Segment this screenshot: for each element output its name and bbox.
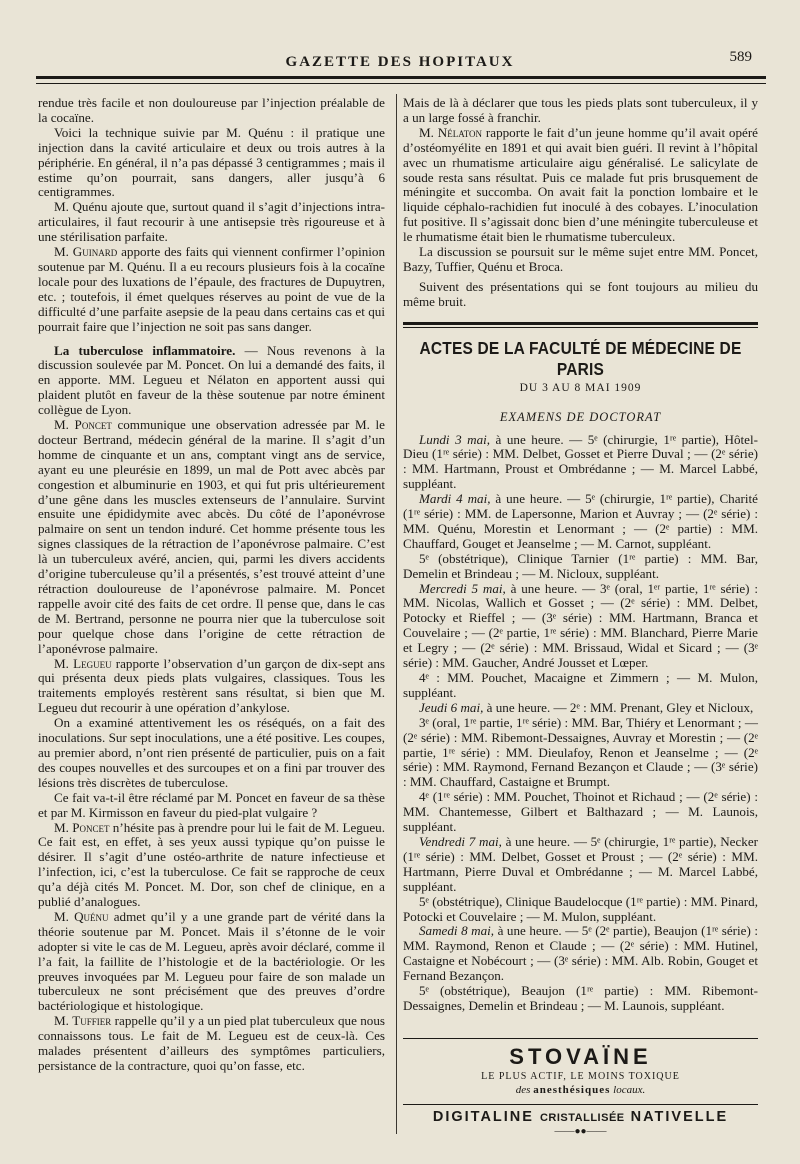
speaker-name: Poncet bbox=[72, 819, 110, 835]
exam-text: 4ᵉ : MM. Pouchet, Macaigne et Zimmern ; — M. Mulon, suppléant. bbox=[403, 670, 758, 700]
paragraph bbox=[38, 245, 385, 334]
speaker-name: Guinard bbox=[72, 244, 118, 260]
exam-entry bbox=[403, 924, 758, 984]
section-heading: La tuberculose inflammatoire. bbox=[54, 342, 236, 358]
paragraph bbox=[38, 910, 385, 1014]
exam-text: à une heure. — 5ᵉ (chirurgie, 1ʳᵉ partie), Charité (1ʳᵉ série) : MM. de Lapersonne, Marion et Auvray ; — (2ᵉ série) : MM. Quénu, Morestin et Lenormant ; — (2ᵉ partie) : MM. Chauffard, Gouget et Jeanselme ; — M. Carnot, suppléant. bbox=[403, 491, 758, 551]
exam-day: Samedi 8 mai, bbox=[419, 923, 495, 939]
speaker-name: Tuffier bbox=[72, 1013, 112, 1029]
speaker-name: Nélaton bbox=[437, 124, 483, 140]
paragraph bbox=[38, 821, 385, 910]
ad-subline bbox=[403, 1083, 758, 1097]
exam-text: à une heure. — 3ᵉ (oral, 1ᵉʳ partie, 1ʳᵉ série) : MM. Nicolas, Wallich et Gosset ; — (2ᵉ série) : MM. Delbet, Potocky et Rieffel ; — (3ᵉ série) : MM. Hartmann, Branca et Couvelaire ; — (2ᵉ partie, 1ʳᵉ série) : MM. Blanchard, Pierre Marie et Legry ; — (2ᵉ série) : MM. Brissaud, Widal et Sicard ; — (3ᵉ série) : MM. Gaucher, André Jousset et Lœper. bbox=[403, 580, 758, 671]
speaker-name: Quénu bbox=[74, 908, 109, 924]
text-span: n’hésite pas à prendre pour lui le fait de M. Legueu. Ce fait est, en effet, à ses yeux aussi typique qu’on puisse le désirer. Il s’agit d’une ostéo-arthrite de nature infectieuse et l’infection, ici, c’est la tuberculose. Ce fait se rapproche de ceux qu’a déjà cités M. Poncet. M. Dor, son chef de clinique, en a publié d’analogues. bbox=[38, 819, 385, 910]
text-span: — Nous revenons à la discussion soulevée par M. Poncet. On lui a demandé des faits, il en apporte. MM. Legueu et Nélaton en apportent aussi qui plaident plutôt en faveur de la thèse soutenue par notre éminent collègue de Lyon. bbox=[38, 342, 385, 418]
text-span: M. bbox=[54, 244, 73, 260]
exam-entry bbox=[403, 790, 758, 835]
text-span: CRISTALLISÉE bbox=[539, 1111, 625, 1124]
exam-text: 5ᵉ (obstétrique), Beaujon (1ʳᵉ partie) : MM. Ribemont-Dessaignes, Demelin et Brindeau ; — M. Launois, suppléant. bbox=[403, 983, 758, 1013]
exam-text: à une heure. — 5ᵉ (2ᵉ partie), Beaujon (1ʳᵉ série) : MM. Raymond, Renon et Claude ; — (2ᵉ série) : MM. Hutinel, Castaigne et Nobécourt ; — (3ᵉ série) : MM. Alb. Robin, Gouget et Fernand Bezançon. bbox=[403, 923, 758, 984]
ornament-icon: ——●●—— bbox=[554, 1125, 607, 1137]
exam-entry bbox=[403, 835, 758, 895]
text-span: DIGITALINE bbox=[432, 1108, 540, 1125]
exam-day: Vendredi 7 mai, bbox=[419, 833, 502, 849]
page-number: 589 bbox=[729, 49, 752, 65]
exam-text: à une heure. — 5ᵉ (chirurgie, 1ʳᵉ partie), Necker (1ʳᵉ série) : MM. Delbet, Gosset et Proust ; — (2ᵉ série) : MM. Hartmann, Pierre Duval et Ombrédanne ; — M. Marcel Labbé, suppléant. bbox=[403, 833, 758, 894]
ad-rule-middle bbox=[403, 1104, 758, 1105]
exam-entry bbox=[403, 701, 758, 716]
exam-list bbox=[403, 433, 758, 1014]
exam-entry bbox=[403, 552, 758, 582]
paragraph: Mais de là à déclarer que tous les pieds plats sont tuberculeux, il y a un large fossé à franchir. bbox=[403, 95, 758, 125]
digitaline-advertisement bbox=[403, 1110, 758, 1126]
exam-entry bbox=[403, 492, 758, 552]
text-span: M. bbox=[54, 908, 75, 924]
paragraph: On a examiné attentivement les os réséqués, on a fait des inoculations. Sur sept inoculations, une a été positive. Les coupes, au premier abord, n’ont rien présenté de particulier, puis on a fait des coupes nouvelles et des surcoupes et on a fini par trouver des lésions très discrètes de tuberculose. bbox=[38, 715, 385, 790]
text-span: locaux. bbox=[610, 1083, 646, 1096]
text-span: rappelle qu’il y a un pied plat tuberculeux que nous connaissons tous. Le fait de M. Legueu est de ceux-là. Ces malades présentent d’ailleurs des symptômes particuliers, persistance de la contracture, quoi qu’on fasse, etc. bbox=[38, 1013, 385, 1073]
exam-text: à une heure. — 2ᵉ : MM. Prenant, Gley et Nicloux, bbox=[483, 699, 754, 715]
text-span: des bbox=[515, 1083, 534, 1096]
paragraph bbox=[403, 126, 758, 245]
text-span: M. bbox=[54, 1013, 73, 1029]
paragraph bbox=[38, 418, 385, 657]
exam-day: Mardi 4 mai, bbox=[419, 491, 491, 507]
left-column bbox=[38, 96, 385, 1074]
page-header-title: GAZETTE DES HOPITAUX bbox=[285, 54, 515, 70]
text-span: rapporte le fait d’un jeune homme qu’il avait opéré d’ostéomyélite en 1891 et qui avait bien guéri. Il revint à l’hôpital avec un rhumatisme articulaire aigu généralisé. Le salicylate de soude resta sans résultat. Puis ce malade fut pris brusquement de méningite et succomba. On avait fait la ponction lombaire et le liquide céphalo-rachidien fut inoculé à des cobayes. L’inoculation fut positive. Il s’agissait donc bien d’une méningite tuberculeuse et le rhumatisme était bien le rhumatisme tuberculeux. bbox=[403, 124, 758, 245]
text-span: M. bbox=[54, 417, 75, 433]
paragraph: La discussion se poursuit sur le même sujet entre MM. Poncet, Bazy, Tuffier, Quénu et Broca. bbox=[403, 244, 758, 274]
exam-text: 3ᵉ (oral, 1ʳᵉ partie, 1ʳᵉ série) : MM. Bar, Thiéry et Lenormant ; — (2ᵉ série) : MM. Ribemont-Dessaignes, Auvray et Morestin ; — (2ᵉ partie, 1ʳᵉ série) : MM. Dieulafoy, Renon et Jeanselme ; — (2ᵉ série) : MM. Raymond, Fernand Bezançon et Claude ; — (3ᵉ série) : MM. Chauffard, Castaigne et Brumpt. bbox=[403, 714, 758, 790]
exam-text: à une heure. — 5ᵉ (chirurgie, 1ʳᵉ partie), Hôtel-Dieu (1ʳᵉ série) : MM. Delbet, Gosset et Pierre Duval ; — (2ᵉ série) : MM. Hartmann, Proust et Ombrédanne ; — M. Marcel Labbé, suppléant. bbox=[403, 431, 758, 492]
exam-entry bbox=[403, 895, 758, 925]
text-span: communique une observation adressée par M. le docteur Bertrand, médecin général de la marine. Il s’agit d’un homme de cinquante et un ans, comptant vingt ans de service, ayant eu une pleurésie en 1899, un mal de Pott avec abcès par congestion et albuminurie en 1903, et qui fut pris ultérieurement d’une gêne dans les muscles extenseurs de l’annulaire. Survint ensuite une épididymite avec abcès. Du côté de l’aponévrose palmaire on sent un tendon induré. Cet homme présente tous les signes classiques de la rétraction de l’aponévrose palmaire. C’est là un tuberculeux avéré, ancien, qui, parmi les divers accidents d’origine tuberculeuse qu’il a présentés, s’est trouvé atteint d’une rétraction douloureuse de l’aponévrose palmaire. M. Poncet rappelle avoir cité des faits de cet ordre. Il pense que, dans le cas de M. Bertrand, personne ne pourra nier que la tuberculose soit pour quelque chose dans l’origine de cette rétraction de l’aponévrose palmaire. bbox=[38, 417, 385, 656]
text-span: NATIVELLE bbox=[624, 1108, 729, 1125]
speaker-name: Poncet bbox=[74, 417, 112, 433]
paragraph: Voici la technique suivie par M. Quénu : il pratique une injection dans la cavité articulaire et deux ou trois autres à la périphérie. En général, il n’a pas dépassé 3 centigrammes ; mais il estime qu’on pourrait, sans dangers, aller jusqu’à 6 centigrammes. bbox=[38, 124, 385, 200]
paragraph: Ce fait va-t-il être réclamé par M. Poncet en faveur de sa thèse et par M. Kirmisson en faveur du pied-plat vulgaire ? bbox=[38, 789, 385, 820]
section-rule-thin bbox=[403, 327, 758, 328]
exam-text: 4ᵉ (1ʳᵉ série) : MM. Pouchet, Thoinot et Richaud ; — (2ᵉ série) : MM. Chantemesse, Gilbert et Balthazard ; — M. Launois, suppléant. bbox=[403, 789, 758, 835]
acts-title: ACTES DE LA FACULTÉ DE MÉDECINE DE PARIS bbox=[419, 338, 742, 380]
section-paragraph bbox=[38, 344, 385, 419]
text-span: M. bbox=[54, 655, 74, 671]
stovaine-advertisement bbox=[403, 1045, 758, 1097]
paragraph bbox=[38, 657, 385, 717]
right-column bbox=[403, 96, 758, 1137]
exam-day: Mercredi 5 mai, bbox=[419, 580, 506, 596]
acts-date: DU 3 AU 8 MAI 1909 bbox=[519, 381, 642, 394]
ad-tagline: LE PLUS ACTIF, LE MOINS TOXIQUE bbox=[481, 1070, 680, 1082]
text-span: anesthésiques bbox=[533, 1083, 611, 1096]
exam-entry bbox=[403, 582, 758, 671]
exam-entry bbox=[403, 671, 758, 701]
exam-day: Jeudi 6 mai, bbox=[419, 699, 484, 715]
exams-heading: EXAMENS DE DOCTORAT bbox=[499, 409, 662, 424]
section-rule-thick bbox=[403, 322, 758, 325]
text-span: rapporte l’observation d’un garçon de dix-sept ans qui présenta deux pieds plats vulgaires, classiques. Tous les traitements employés restèrent sans résultat, si bien que M. Legueu dut recourir à une opération d’ankylose. bbox=[38, 655, 385, 716]
header-rule-thin bbox=[36, 83, 766, 84]
exam-day: Lundi 3 mai, bbox=[419, 431, 491, 447]
exam-entry bbox=[403, 433, 758, 493]
column-divider bbox=[396, 94, 397, 1134]
text-span: M. bbox=[419, 124, 438, 140]
header-rule-thick bbox=[36, 76, 766, 79]
exam-text: 5ᵉ (obstétrique), Clinique Tarnier (1ʳᵉ partie) : MM. Bar, Demelin et Brindeau ; — M. Nicloux, suppléant. bbox=[403, 550, 758, 581]
text-span: apporte des faits qui viennent confirmer l’opinion soutenue par M. Quénu. Il a eu recours plusieurs fois à la cocaïne locale pour des luxations de l’épaule, des fractures de Dupuytren, etc. ; toutefois, il émet quelques réserves au point de vue de la difficulté d’une parfaite asepsie de la peau dans certains cas et qui pourrait faire que l’injection ne soit pas sans danger. bbox=[38, 244, 385, 334]
speaker-name: Legueu bbox=[73, 655, 112, 671]
text-span: M. bbox=[54, 819, 73, 835]
paragraph bbox=[38, 1014, 385, 1074]
exam-text: 5ᵉ (obstétrique), Clinique Baudelocque (1ʳᵉ partie) : MM. Pinard, Potocki et Couvelaire ; — M. Mulon, suppléant. bbox=[403, 893, 758, 924]
paragraph: Suivent des présentations qui se font toujours au milieu du même bruit. bbox=[403, 278, 758, 309]
exam-entry bbox=[403, 984, 758, 1014]
ad-rule-top bbox=[403, 1038, 758, 1039]
exam-entry bbox=[403, 716, 758, 791]
paragraph: M. Quénu ajoute que, surtout quand il s’agit d’injections intra-articulaires, il faut recourir à une antisepsie très rigoureuse et à une stérilisation parfaite. bbox=[38, 199, 385, 245]
ad-brand: STOVAÏNE bbox=[509, 1043, 652, 1069]
text-span: admet qu’il y a une grande part de vérité dans la théorie soutenue par M. Poncet. Mais il s’étonne de le voir adopter si vite le cas de M. Legueu, après avoir déclaré, comme il l’a fait, la faillite de l’histologie et de la bactériologie. Or les preuves invoquées par M. Legueu pour faire de son malade un tuberculeux ne sont précisément que des preuves d’ordre bactériologique et histologique. bbox=[38, 908, 385, 1014]
paragraph: rendue très facile et non douloureuse par l’injection préalable de la cocaïne. bbox=[38, 95, 385, 125]
